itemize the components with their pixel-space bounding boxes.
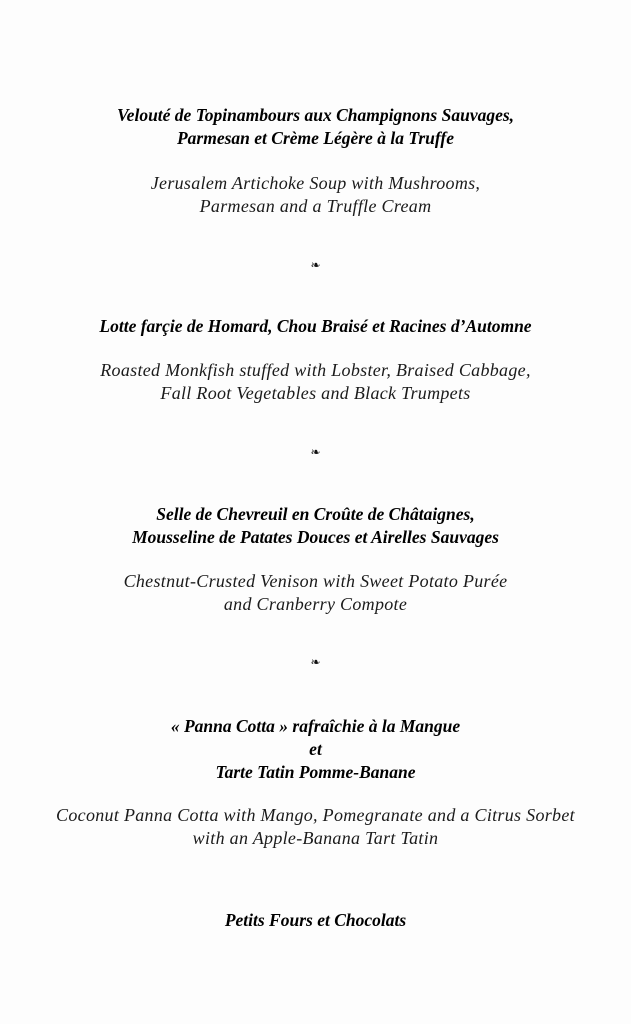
course-4-english-line-2: with an Apple-Banana Tart Tatin	[192, 828, 439, 848]
course-4-english-line-1: Coconut Panna Cotta with Mango, Pomegranate and a Citrus Sorbet	[56, 805, 575, 825]
course-1-english-line-2: Parmesan and a Truffle Cream	[199, 196, 432, 216]
course-4-french-line-3: Tarte Tatin Pomme-Banane	[215, 762, 416, 782]
closing-line: Petits Fours et Chocolats	[224, 910, 407, 930]
course-2-english-line-1: Roasted Monkfish stuffed with Lobster, Braised Cabbage,	[100, 360, 531, 380]
course-3-french-line-1: Selle de Chevreuil en Croûte de Châtaignes,	[156, 504, 475, 524]
course-2-french-line-1: Lotte farçie de Homard, Chou Braisé et Racines d’Automne	[99, 316, 532, 336]
floral-heart-icon: ❧	[310, 258, 321, 272]
course-4-french-line-1: « Panna Cotta » rafraîchie à la Mangue	[170, 716, 461, 736]
course-3-english-line-1: Chestnut-Crusted Venison with Sweet Potato Purée	[123, 571, 508, 591]
course-3-french-line-2: Mousseline de Patates Douces et Airelles Sauvages	[132, 527, 499, 547]
course-1-french-line-1: Velouté de Topinambours aux Champignons Sauvages,	[116, 105, 515, 125]
course-4-french-line-2: et	[309, 739, 322, 759]
course-1-french-line-2: Parmesan et Crème Légère à la Truffe	[176, 128, 455, 148]
floral-heart-icon: ❧	[310, 655, 321, 669]
floral-heart-icon: ❧	[310, 445, 321, 459]
course-1-english-line-1: Jerusalem Artichoke Soup with Mushrooms,	[150, 173, 481, 193]
course-3-english-line-2: and Cranberry Compote	[223, 594, 408, 614]
course-2-english-line-2: Fall Root Vegetables and Black Trumpets	[160, 383, 471, 403]
